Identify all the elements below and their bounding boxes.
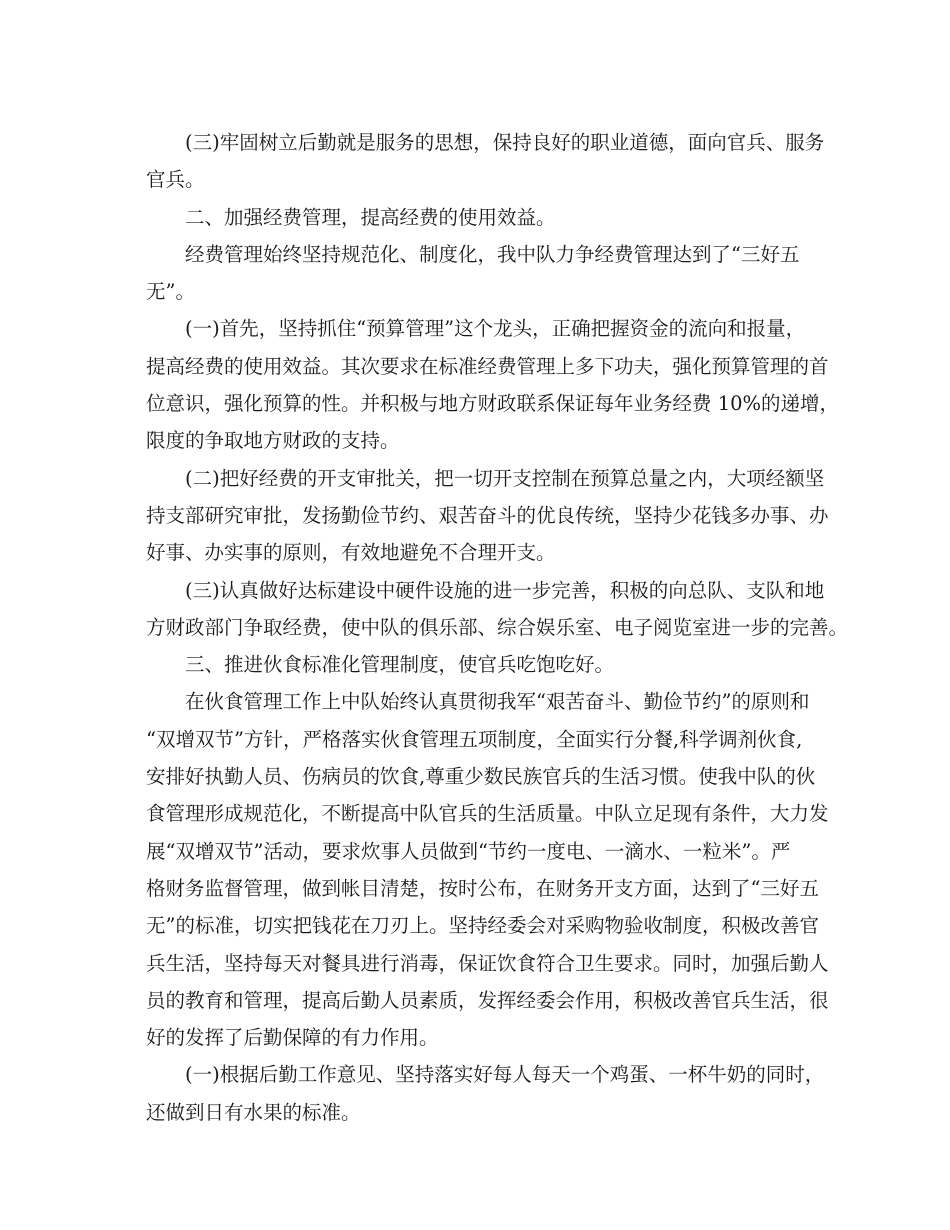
- document-body: [146, 124, 849, 1131]
- text-line: 持支部研究审批，发扬勤俭节约、艰苦奋斗的优良传统，坚持少花钱多办事、办: [146, 503, 829, 527]
- text-line: 展“双增双节”活动，要求炊事人员做到“节约一度电、一滴水、一粒米”。严: [146, 839, 791, 863]
- text-line: 无”。: [146, 280, 195, 304]
- text-line: 员的教育和管理，提高后勤人员素质，发挥经委会作用，积极改善官兵生活，很: [146, 988, 829, 1012]
- text-line: 在伙食管理工作上中队始终认真贯彻我军“艰苦奋斗、勤俭节约”的原则和: [185, 690, 810, 714]
- text-line: (三)牢固树立后勤就是服务的思想，保持良好的职业道德，面向官兵、服务: [185, 131, 825, 154]
- text-line: 提高经费的使用效益。其次要求在标准经费管理上多下功夫，强化预算管理的首: [146, 354, 829, 378]
- text-line: (一)根据后勤工作意见、坚持落实好每人每天一个鸡蛋、一杯牛奶的同时，: [185, 1063, 825, 1087]
- text-line: 安排好执勤人员、伤病员的饮食,尊重少数民族官兵的生活习惯。使我中队的伙: [146, 765, 816, 789]
- text-line: (二)把好经费的开支审批关，把一切开支控制在预算总量之内，大项经额坚: [185, 466, 825, 490]
- text-line: “双增双节”方针，严格落实伙食管理五项制度，全面实行分餐,科学调剂伙食,: [146, 727, 803, 751]
- text-line: 经费管理始终坚持规范化、制度化，我中队力争经费管理达到了“三好五: [185, 242, 800, 266]
- text-line: (三)认真做好达标建设中硬件设施的进一步完善，积极的向总队、支队和地: [185, 578, 825, 602]
- text-line: 好的发挥了后勤保障的有力作用。: [146, 1026, 439, 1050]
- text-line: 格财务监督管理，做到帐目清楚，按时公布，在财务开支方面，达到了“三好五: [146, 876, 819, 900]
- text-line: 好事、办实事的原则，有效地避免不合理开支。: [146, 541, 556, 565]
- text-line: 官兵。: [146, 168, 205, 192]
- text-line: 位意识，强化预算的性。并积极与地方财政联系保证每年业务经费 10%的递增，: [146, 392, 840, 416]
- text-line: 方财政部门争取经费，使中队的俱乐部、综合娱乐室、电子阅览室进一步的完善。: [146, 615, 849, 639]
- text-line: 二、加强经费管理，提高经费的使用效益。: [185, 205, 556, 229]
- text-line: 兵生活，坚持每天对餐具进行消毒，保证饮食符合卫生要求。同时，加强后勤人: [146, 951, 829, 975]
- text-line: 无”的标准，切实把钱花在刀刃上。坚持经委会对采购物验收制度，积极改善官: [146, 914, 819, 938]
- text-line: 三、推进伙食标准化管理制度，使官兵吃饱吃好。: [185, 653, 615, 677]
- text-line: 还做到日有水果的标准。: [146, 1100, 361, 1124]
- text-line: 食管理形成规范化，不断提高中队官兵的生活质量。中队立足现有条件，大力发: [146, 802, 829, 826]
- text-line: 限度的争取地方财政的支持。: [146, 429, 400, 453]
- text-line: (一)首先，坚持抓住“预算管理”这个龙头，正确把握资金的流向和报量，: [185, 317, 806, 341]
